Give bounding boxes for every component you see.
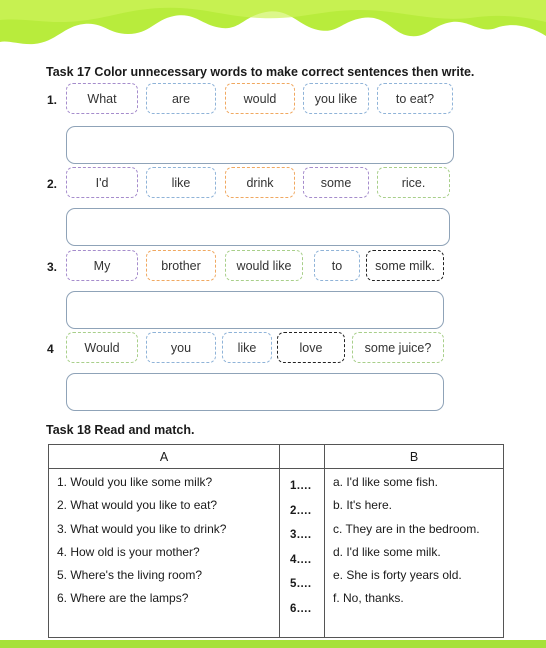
row3-number: 3.	[47, 260, 58, 274]
row4-number: 4	[47, 342, 54, 356]
column-a-header: A	[49, 445, 280, 469]
answer-blank[interactable]: 2….	[290, 504, 312, 517]
row2-word-box[interactable]: some	[303, 167, 369, 198]
row3-word-box[interactable]: brother	[146, 250, 216, 281]
row3-word-box[interactable]: some milk.	[366, 250, 444, 281]
bottom-green-bar	[0, 640, 546, 648]
answers-cell	[325, 469, 504, 638]
column-b-header: B	[325, 445, 504, 469]
row1-word-box[interactable]: you like	[303, 83, 369, 114]
answer-blank[interactable]: 6….	[290, 602, 312, 615]
blanks-cell	[280, 469, 325, 638]
answer-blank[interactable]: 1….	[290, 480, 312, 492]
answer-item: f. No, thanks.	[333, 591, 404, 606]
row3-word-box[interactable]: would like	[225, 250, 303, 281]
question-item: 6. Where are the lamps?	[57, 591, 189, 606]
answer-blank[interactable]: 5….	[290, 578, 312, 590]
task18-title: Task 18 Read and match.	[46, 423, 195, 437]
row4-word-box[interactable]: like	[222, 332, 272, 363]
question-item: 2. What would you like to eat?	[57, 498, 218, 513]
task17-title: Task 17 Color unnecessary words to make correct sentences then write.	[46, 65, 475, 79]
row4-word-box[interactable]: love	[277, 332, 345, 363]
row3-word-box[interactable]: My	[66, 250, 138, 281]
row2-word-box[interactable]: I'd	[66, 167, 138, 198]
answer-item: b. It's here.	[333, 498, 392, 513]
row1-word-box[interactable]: to eat?	[377, 83, 453, 114]
answer-blank[interactable]: 3….	[290, 529, 312, 541]
answer-item: e. She is forty years old.	[333, 568, 462, 583]
row1-word-box[interactable]: are	[146, 83, 216, 114]
row1-answer-box[interactable]	[66, 126, 454, 164]
row2-answer-box[interactable]	[66, 208, 450, 246]
matching-table	[48, 444, 504, 638]
row1-word-box[interactable]: would	[225, 83, 295, 114]
question-item: 5. Where's the living room?	[57, 568, 203, 583]
row2-word-box[interactable]: rice.	[377, 167, 450, 198]
row2-number: 2.	[47, 177, 58, 191]
row4-answer-box[interactable]	[66, 373, 444, 411]
question-item: 3. What would you like to drink?	[57, 521, 227, 536]
row4-word-box[interactable]: Would	[66, 332, 138, 363]
top-green-wave-decoration	[0, 0, 546, 60]
row3-word-box[interactable]: to	[314, 250, 360, 281]
row2-word-box[interactable]: like	[146, 167, 216, 198]
row3-answer-box[interactable]	[66, 291, 444, 329]
question-item: 4. How old is your mother?	[57, 544, 200, 559]
answer-blank[interactable]: 4….	[290, 553, 312, 566]
row1-word-box[interactable]: What	[66, 83, 138, 114]
answer-item: c. They are in the bedroom.	[333, 521, 480, 536]
answer-item: d. I'd like some milk.	[333, 544, 441, 559]
row4-word-box[interactable]: some juice?	[352, 332, 444, 363]
row1-number: 1.	[47, 93, 58, 107]
blank-column-header	[280, 445, 325, 469]
question-item: 1. Would you like some milk?	[57, 475, 213, 489]
answer-item: a. I'd like some fish.	[333, 475, 438, 489]
row2-word-box[interactable]: drink	[225, 167, 295, 198]
row4-word-box[interactable]: you	[146, 332, 216, 363]
questions-cell	[49, 469, 280, 638]
